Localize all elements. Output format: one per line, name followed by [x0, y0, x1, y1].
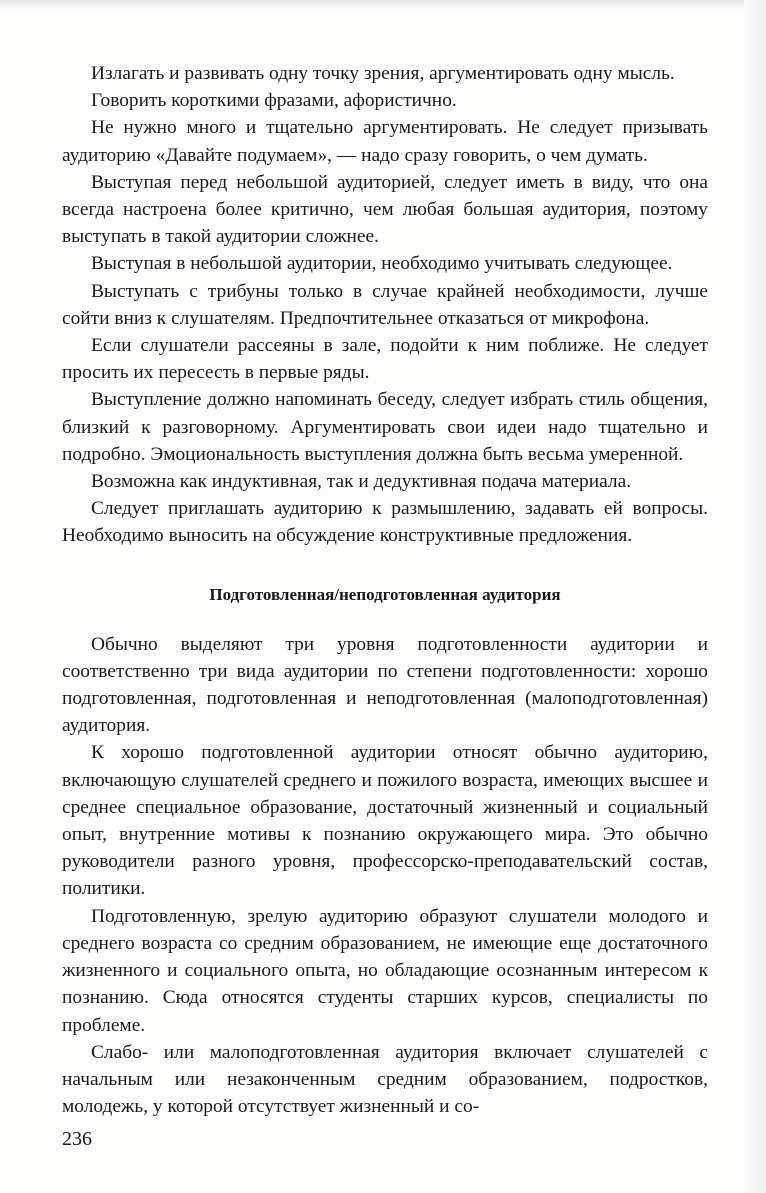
paragraph: Если слушатели рассеяны в зале, подойти к ним поближе. Не следует просить их пересесть в первые ряды. [62, 335, 708, 384]
paragraph: Следует приглашать аудиторию к размышлению, задавать ей вопросы. Необходимо выносить на обсуждение конструктивные предложения. [62, 498, 708, 547]
paragraph: Подготовленную, зрелую аудиторию образуют слушатели молодого и среднего возраста со средним образованием, не имеющие еще достаточного жизненного и социального опыта, но обладающие осознанным интересом к познанию. Сюда относятся студенты старших курсов, специалисты по проблеме. [62, 905, 708, 1036]
page-top-shadow [0, 0, 766, 10]
paragraph: Обычно выделяют три уровня подготовленности аудитории и соответственно три вида аудитории по степени подготовленности: хорошо подготовленная, подготовленная и неподготовленная (малоподготовленная) аудитория. [62, 633, 708, 737]
paragraph: Выступать с трибуны только в случае крайней необходимости, лучше сойти вниз к слушателям. Предпочтительнее отказаться от микрофона. [62, 280, 708, 329]
body-text [62, 60, 708, 1120]
paragraph: Слабо- или малоподготовленная аудитория включает слушателей с начальным или незаконченным средним образованием, подростков, молодежь, у которой отсутствует жизненный и со- [62, 1041, 708, 1118]
paragraph: Говорить короткими фразами, афористично. [91, 90, 457, 112]
page-right-shadow [744, 0, 766, 1193]
page-number: 236 [62, 1128, 92, 1150]
section-heading: Подготовленная/неподготовленная аудитория [209, 584, 561, 604]
paragraph: Излагать и развивать одну точку зрения, аргументировать одну мысль. [91, 63, 675, 84]
paragraph: Не нужно много и тщательно аргументировать. Не следует призывать аудиторию «Давайте подумаем», — надо сразу говорить, о чем думать. [62, 117, 708, 166]
paragraph: Выступая в небольшой аудитории, необходимо учитывать следующее. [91, 253, 673, 275]
paragraph: К хорошо подготовленной аудитории относят обычно аудиторию, включающую слушателей среднего и пожилого возраста, имеющих высшее и среднее специальное образование, достаточный жизненный и социальный опыт, внутренние мотивы к познанию окружающего мира. Это обычно руководители разного уровня, профессорско-преподавательский состав, политики. [62, 742, 708, 900]
paragraph: Выступая перед небольшой аудиторией, следует иметь в виду, что она всегда настроена более критично, чем любая большая аудитория, поэтому выступать в такой аудитории сложнее. [62, 171, 708, 248]
paragraph: Возможна как индуктивная, так и дедуктивная подача материала. [91, 471, 632, 493]
paragraph: Выступление должно напоминать беседу, следует избрать стиль общения, близкий к разговорному. Аргументировать свои идеи надо тщательно и подробно. Эмоциональность выступления должна быть весьма умеренной. [62, 389, 708, 465]
